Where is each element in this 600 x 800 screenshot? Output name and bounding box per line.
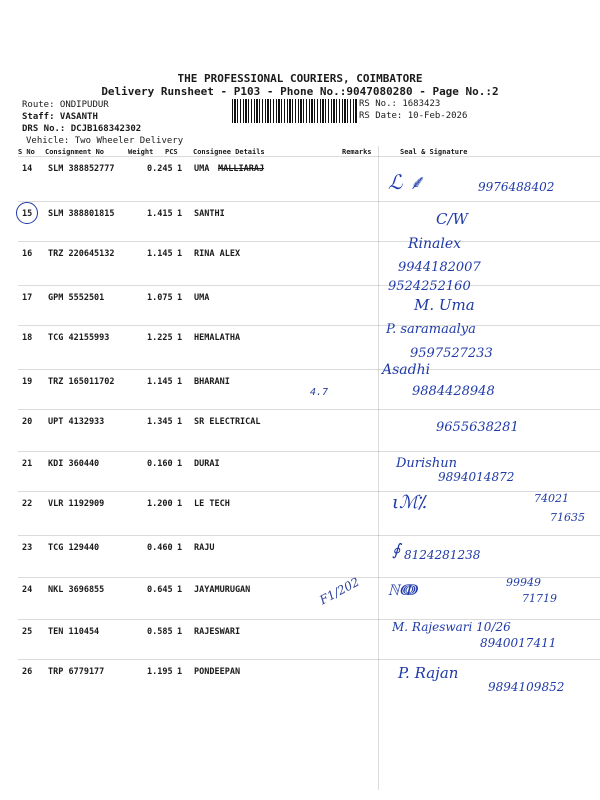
row-weight: 1.345 xyxy=(147,417,173,427)
row-separator xyxy=(18,156,600,157)
row-consignment-no: KDI 360440 xyxy=(48,459,100,469)
staff-label: Staff: VASANTH xyxy=(22,112,98,122)
row-sno: 15 xyxy=(22,209,33,219)
row-pcs: 1 xyxy=(177,417,183,427)
row-weight: 1.225 xyxy=(147,333,173,343)
vehicle-label: Vehicle: Two Wheeler Delivery xyxy=(26,136,184,146)
table-row xyxy=(0,164,600,178)
barcode xyxy=(232,99,357,123)
row-26-phone: 9894109852 xyxy=(488,680,565,694)
row-separator xyxy=(18,369,600,370)
company-title: THE PROFESSIONAL COURIERS, COIMBATORE xyxy=(177,72,423,85)
row-25-phone: 8940017411 xyxy=(480,636,557,650)
row-25-signature: M. Rajeswari 10/26 xyxy=(392,620,511,634)
row-18-signature: P. saramaalya xyxy=(386,322,476,337)
table-row xyxy=(0,667,600,681)
row-sno: 16 xyxy=(22,249,33,259)
row-consignee: UMA xyxy=(194,293,210,303)
row-weight: 1.145 xyxy=(147,377,173,387)
row-sno: 14 xyxy=(22,164,33,174)
row-23-signature: ∮ xyxy=(392,540,401,559)
row-pcs: 1 xyxy=(177,164,183,174)
row-consignment-no: TRZ 165011702 xyxy=(48,377,115,387)
row-sno: 17 xyxy=(22,293,33,303)
row-19-signature: Asadhi xyxy=(382,362,431,378)
row-sno: 24 xyxy=(22,585,33,595)
row-separator xyxy=(18,451,600,452)
runsheet-subtitle: Delivery Runsheet - P103 - Phone No.:9047080280 - Page No.:2 xyxy=(101,85,499,98)
row-15-circle-mark xyxy=(16,202,38,224)
row-separator xyxy=(18,409,600,410)
row-sno: 23 xyxy=(22,543,33,553)
row-separator xyxy=(18,201,600,202)
row-24-phone-b: 71719 xyxy=(522,592,557,605)
row-19-phone: 9884428948 xyxy=(412,384,495,399)
row-weight: 0.585 xyxy=(147,627,173,637)
row-18-phone: 9597527233 xyxy=(410,346,493,361)
row-consignee: SR ELECTRICAL xyxy=(194,417,261,427)
col-seal: Seal & Signature xyxy=(400,148,468,156)
row-17-phone: 9524252160 xyxy=(388,279,471,294)
row-22-phone-b: 71635 xyxy=(550,511,585,524)
row-consignment-no: TCG 129440 xyxy=(48,543,100,553)
row-weight: 1.200 xyxy=(147,499,173,509)
row-weight: 1.145 xyxy=(147,249,173,259)
row-consignee: PONDEEPAN xyxy=(194,667,241,677)
table-row xyxy=(0,293,600,307)
table-row xyxy=(0,333,600,347)
row-separator xyxy=(18,241,600,242)
row-sno: 20 xyxy=(22,417,33,427)
row-consignee: LE TECH xyxy=(194,499,230,509)
route-label: Route: ONDIPUDUR xyxy=(22,100,109,110)
row-21-signature: Durishun xyxy=(396,456,457,471)
row-consignment-no: GPM 5552501 xyxy=(48,293,105,303)
col-consignment: Consignment No xyxy=(45,148,105,156)
row-17-signature: M. Uma xyxy=(414,296,475,314)
row-weight: 0.160 xyxy=(147,459,173,469)
rs-number: RS No.: 1683423 xyxy=(359,99,441,109)
row-26-signature: P. Rajan xyxy=(398,664,459,682)
row-consignee-struck: MALLIARAJ xyxy=(218,164,265,174)
row-22-phone-a: 74021 xyxy=(534,492,569,505)
row-22-signature: ιℳ⁒ xyxy=(392,492,427,513)
row-14-signature: ℒ ⸙ xyxy=(388,170,424,194)
table-row xyxy=(0,543,600,557)
row-consignee: HEMALATHA xyxy=(194,333,241,343)
table-row xyxy=(0,499,600,513)
row-sno: 25 xyxy=(22,627,33,637)
row-24-remark: F1/202 xyxy=(317,574,362,608)
row-sno: 19 xyxy=(22,377,33,387)
row-consignment-no: UPT 4132933 xyxy=(48,417,105,427)
row-pcs: 1 xyxy=(177,627,183,637)
row-pcs: 1 xyxy=(177,667,183,677)
rs-date: RS Date: 10-Feb-2026 xyxy=(359,111,468,121)
row-consignee: UMA xyxy=(194,164,210,174)
row-20-phone: 9655638281 xyxy=(436,420,519,435)
col-remarks: Remarks xyxy=(342,148,372,156)
row-weight: 0.645 xyxy=(147,585,173,595)
row-pcs: 1 xyxy=(177,499,183,509)
row-pcs: 1 xyxy=(177,543,183,553)
row-weight: 1.415 xyxy=(147,209,173,219)
row-pcs: 1 xyxy=(177,209,183,219)
row-pcs: 1 xyxy=(177,377,183,387)
row-15-note: C/W xyxy=(436,210,468,228)
row-consignment-no: TRP 6779177 xyxy=(48,667,105,677)
row-consignee: RAJESWARI xyxy=(194,627,241,637)
row-pcs: 1 xyxy=(177,333,183,343)
row-consignment-no: TRZ 220645132 xyxy=(48,249,115,259)
col-weight: Weight xyxy=(128,148,154,156)
col-sno: S No xyxy=(18,148,35,156)
row-16-signature: Rinalex xyxy=(408,236,462,252)
row-consignment-no: VLR 1192909 xyxy=(48,499,105,509)
row-weight: 0.460 xyxy=(147,543,173,553)
table-row xyxy=(0,249,600,263)
row-consignee: BHARANI xyxy=(194,377,230,387)
row-consignee: SANTHI xyxy=(194,209,225,219)
row-weight: 1.195 xyxy=(147,667,173,677)
row-consignment-no: SLM 388852777 xyxy=(48,164,115,174)
row-consignee: RAJU xyxy=(194,543,215,553)
table-row xyxy=(0,377,600,391)
row-pcs: 1 xyxy=(177,293,183,303)
row-19-remark-mark: 4.7 xyxy=(310,387,329,398)
col-pcs: PCS xyxy=(165,148,178,156)
row-24-phone-a: 99949 xyxy=(506,576,541,589)
row-separator xyxy=(18,535,600,536)
row-sno: 18 xyxy=(22,333,33,343)
row-14-phone: 9976488402 xyxy=(478,180,555,194)
col-consignee: Consignee Details xyxy=(193,148,265,156)
table-row xyxy=(0,209,600,223)
drs-label: DRS No.: DCJB168342302 xyxy=(22,124,142,134)
row-23-phone: 8124281238 xyxy=(404,548,481,562)
row-separator xyxy=(18,325,600,326)
row-consignee: DURAI xyxy=(194,459,220,469)
row-separator xyxy=(18,619,600,620)
row-consignment-no: TCG 42155993 xyxy=(48,333,110,343)
row-separator xyxy=(18,491,600,492)
row-weight: 0.245 xyxy=(147,164,173,174)
row-21-phone: 9894014872 xyxy=(438,470,515,484)
row-consignment-no: NKL 3696855 xyxy=(48,585,105,595)
row-separator xyxy=(18,285,600,286)
row-weight: 1.075 xyxy=(147,293,173,303)
row-16-phone: 9944182007 xyxy=(398,260,481,275)
row-pcs: 1 xyxy=(177,249,183,259)
row-sno: 22 xyxy=(22,499,33,509)
row-sno: 26 xyxy=(22,667,33,677)
row-consignment-no: SLM 388801815 xyxy=(48,209,115,219)
row-sno: 21 xyxy=(22,459,33,469)
row-pcs: 1 xyxy=(177,459,183,469)
row-consignee: JAYAMURUGAN xyxy=(194,585,251,595)
row-24-signature: ℕ⁢ↈ xyxy=(388,580,417,599)
row-pcs: 1 xyxy=(177,585,183,595)
row-consignee: RINA ALEX xyxy=(194,249,241,259)
row-consignment-no: TEN 110454 xyxy=(48,627,100,637)
row-separator xyxy=(18,659,600,660)
